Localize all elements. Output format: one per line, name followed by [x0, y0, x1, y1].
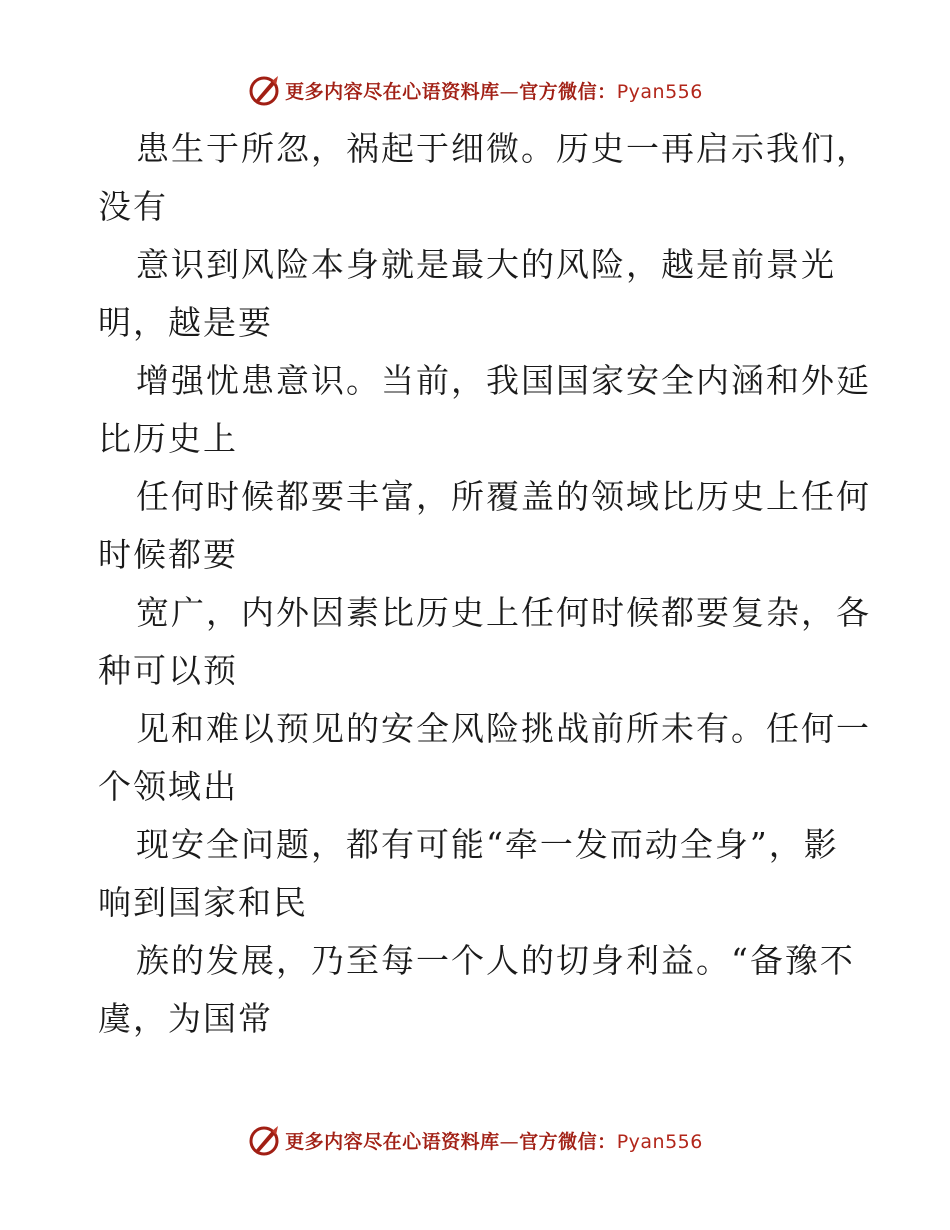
header-banner	[0, 70, 950, 110]
text-line: 明，越是要	[98, 303, 273, 342]
text-line: 族的发展，乃至每一个人的切身利益。“备豫不	[136, 941, 855, 980]
quill-pen-logo-icon	[247, 1123, 281, 1157]
quill-pen-logo-icon	[247, 73, 281, 107]
text-line: 现安全问题，都有可能“牵一发而动全身”，影	[136, 825, 839, 864]
text-line: 响到国家和民	[98, 883, 308, 922]
text-line: 增强忧患意识。当前，我国国家安全内涵和外延	[136, 361, 871, 400]
text-line: 宽广，内外因素比历史上任何时候都要复杂，各	[136, 593, 871, 632]
text-line: 任何时候都要丰富，所覆盖的领域比历史上任何	[136, 477, 871, 516]
text-line: 患生于所忽，祸起于细微。历史一再启示我们，	[136, 129, 871, 168]
footer-banner-text: 更多内容尽在心语资料库—官方微信：Pyan556	[285, 1130, 703, 1153]
header-banner-text: 更多内容尽在心语资料库—官方微信：Pyan556	[285, 80, 703, 103]
text-line: 比历史上	[98, 419, 238, 458]
text-line: 意识到风险本身就是最大的风险，越是前景光	[136, 245, 836, 284]
document-body	[98, 120, 871, 1048]
text-line: 虞，为国常	[98, 999, 273, 1038]
text-line: 个领域出	[98, 767, 238, 806]
text-line: 种可以预	[98, 651, 238, 690]
text-line: 时候都要	[98, 535, 238, 574]
text-line: 见和难以预见的安全风险挑战前所未有。任何一	[136, 709, 871, 748]
footer-banner	[0, 1120, 950, 1160]
text-line: 没有	[98, 187, 168, 226]
